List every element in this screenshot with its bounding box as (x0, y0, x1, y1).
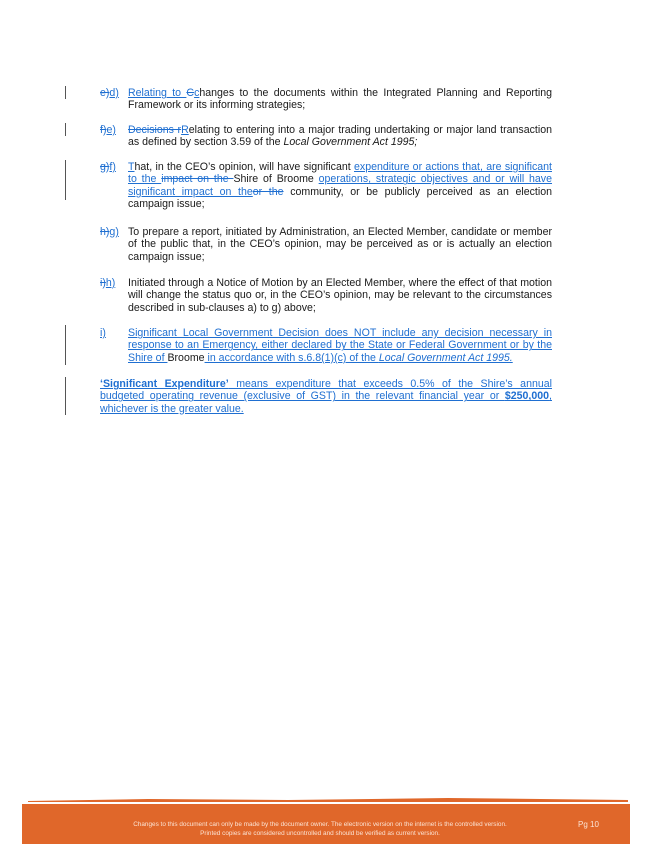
list-item: i)h) Initiated through a Notice of Motion by an Elected Member, where the effect of that motion will change the status quo or, in the CEO’s opinion, may be relevant to the circumstances described in sub-clauses a) to g) above; (100, 277, 552, 314)
footer-brush-stroke (28, 796, 628, 802)
change-bar (65, 160, 66, 200)
item-label: i)h) (100, 277, 116, 289)
list-item: h)g) To prepare a report, initiated by Administration, an Elected Member, candidate or member of the public that, in the CEO’s opinion, may be perceived as or is actually an election campaign issue; (100, 226, 552, 263)
list-item: f)e) Decisions rRelating to entering into a major trading undertaking or major land transaction as defined by section 3.59 of the Local Government Act 1995; (100, 124, 552, 149)
definition-paragraph: ‘Significant Expenditure’ means expenditure that exceeds 0.5% of the Shire’s annual budgeted operating revenue (exclusive of GST) in the relevant financial year or $250,000, whichever is the greater value. (100, 378, 552, 415)
footer-notice: Changes to this document can only be made by the document owner. The electronic version on the internet is the controlled version. Printed copies are considered uncontrolled and should be verified as current version. (133, 821, 507, 837)
page-number: Pg 10 (578, 820, 599, 829)
item-label: f)e) (100, 124, 116, 136)
item-label: e)d) (100, 87, 119, 99)
change-bar (65, 325, 66, 365)
list-item: i) Significant Local Government Decision does NOT include any decision necessary in response to an Emergency, either declared by the State or Federal Government or by the Shire of Broome in accordance with s.6.8(1)(c) of the Local Government Act 1995. (100, 327, 552, 364)
change-bar (65, 86, 66, 99)
item-label: g)f) (100, 161, 116, 173)
list-item: e)d) Relating to Cchanges to the documents within the Integrated Planning and Reporting Framework or its informing strategies; (100, 87, 552, 112)
list-item: g)f) That, in the CEO’s opinion, will have significant expenditure or actions that, are significant to the impact on the Shire of Broome operations, strategic objectives and or will have significant impact on theor the community, or be publicly perceived as an election campaign issue; (100, 161, 553, 211)
item-label: i) (100, 327, 106, 339)
item-label: h)g) (100, 226, 119, 238)
change-bar (65, 123, 66, 136)
change-bar (65, 377, 66, 415)
